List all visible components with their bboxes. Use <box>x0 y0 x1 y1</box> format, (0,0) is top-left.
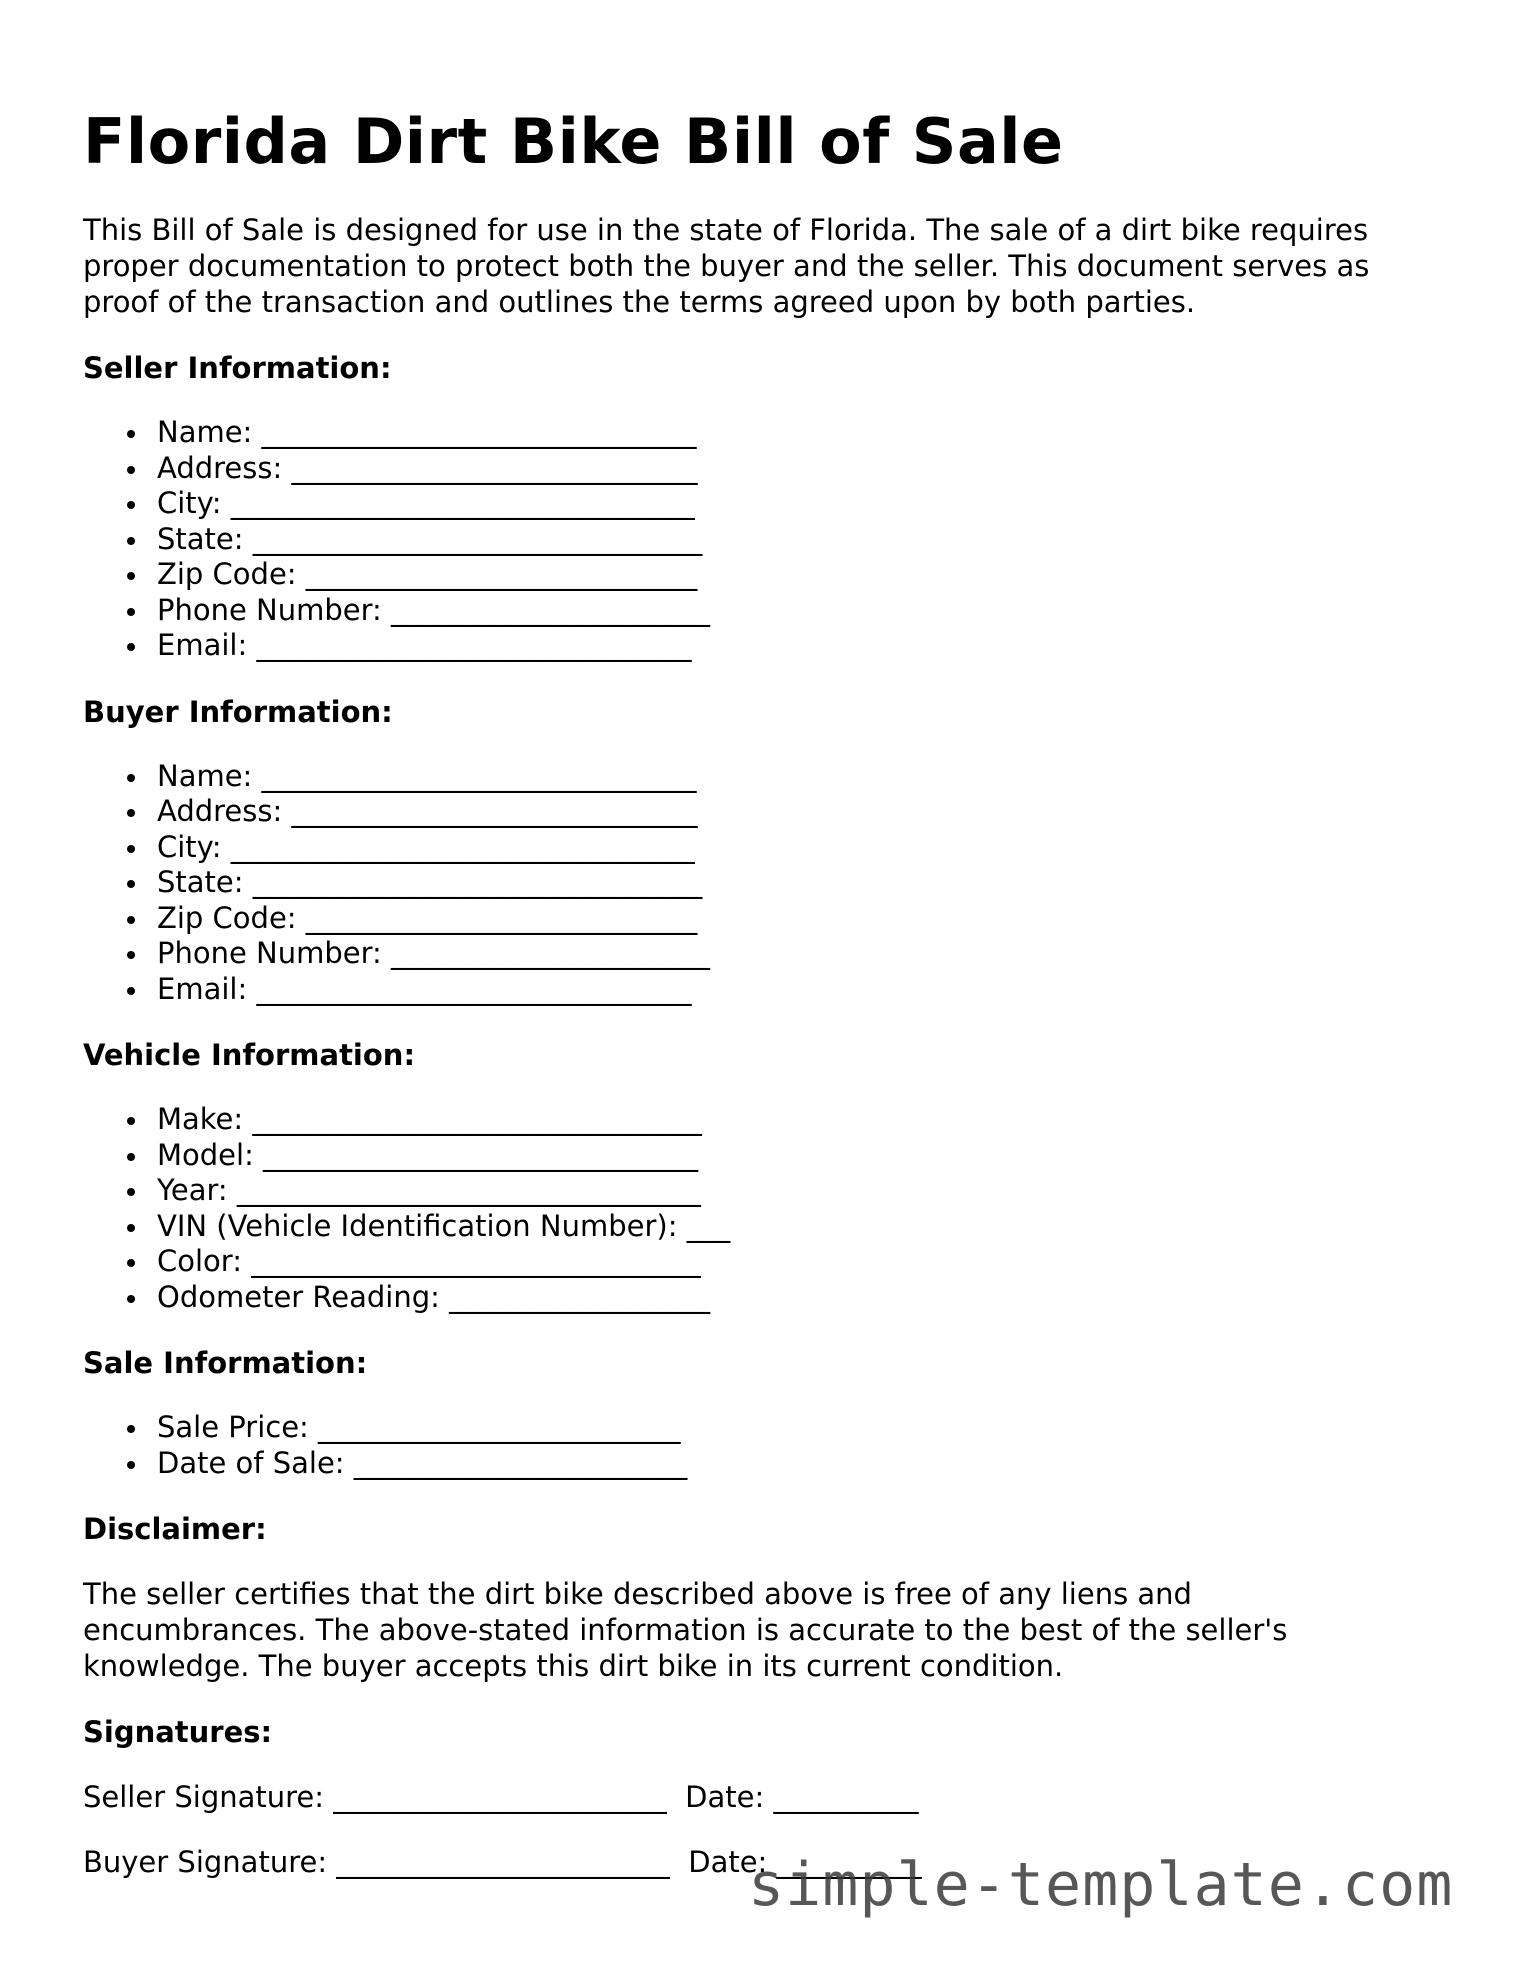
seller-address-field: Address: ____________________________ <box>157 451 1423 487</box>
seller-name-field: Name: ______________________________ <box>157 415 1423 451</box>
disclaimer-heading: Disclaimer: <box>83 1512 267 1546</box>
seller-phone-field: Phone Number: ______________________ <box>157 593 1423 629</box>
sale-price-field: Sale Price: _________________________ <box>157 1410 1423 1446</box>
seller-signature-line: Seller Signature: _______________________ Date: __________ <box>83 1780 919 1814</box>
buyer-address-field: Address: ____________________________ <box>157 794 1423 830</box>
watermark-text: simple-template.com <box>748 1850 1454 1920</box>
document-page <box>83 100 1423 1880</box>
buyer-state-field: State: _______________________________ <box>157 865 1423 901</box>
vehicle-odometer-field: Odometer Reading: __________________ <box>157 1280 1423 1316</box>
seller-fields-list <box>83 415 1423 664</box>
seller-email-field: Email: ______________________________ <box>157 628 1423 664</box>
buyer-city-field: City: ________________________________ <box>157 830 1423 866</box>
buyer-phone-field: Phone Number: ______________________ <box>157 936 1423 972</box>
vehicle-color-field: Color: _______________________________ <box>157 1244 1423 1280</box>
seller-city-field: City: ________________________________ <box>157 486 1423 522</box>
vehicle-model-field: Model: ______________________________ <box>157 1138 1423 1174</box>
sale-date-field: Date of Sale: _______________________ <box>157 1446 1423 1482</box>
disclaimer-text: The seller certifies that the dirt bike described above is free of any liens and encumbrances. The above-stated information is accurate to the best of the seller's knowledge. The buyer accepts this dirt bike in its current condition. <box>83 1577 1288 1683</box>
buyer-email-field: Email: ______________________________ <box>157 972 1423 1008</box>
seller-heading: Seller Information: <box>83 351 392 385</box>
buyer-zip-field: Zip Code: ___________________________ <box>157 901 1423 937</box>
intro-paragraph: This Bill of Sale is designed for use in the state of Florida. The sale of a dirt bike requires proper documentation to protect both the buyer and the seller. This document serves as proof of the transaction and outlines the terms agreed upon by both parties. <box>83 213 1370 319</box>
buyer-fields-list <box>83 759 1423 1008</box>
vehicle-vin-field: VIN (Vehicle Identification Number): ___ <box>157 1209 1423 1245</box>
signatures-heading: Signatures: <box>83 1715 273 1749</box>
document-title: Florida Dirt Bike Bill of Sale <box>83 105 1064 178</box>
vehicle-fields-list <box>83 1102 1423 1315</box>
sale-heading: Sale Information: <box>83 1346 368 1380</box>
vehicle-year-field: Year: ________________________________ <box>157 1173 1423 1209</box>
seller-zip-field: Zip Code: ___________________________ <box>157 557 1423 593</box>
vehicle-heading: Vehicle Information: <box>83 1038 416 1072</box>
buyer-name-field: Name: ______________________________ <box>157 759 1423 795</box>
sale-fields-list <box>83 1410 1423 1481</box>
buyer-signature-line: Buyer Signature: _______________________ Date: __________ <box>83 1845 922 1879</box>
buyer-heading: Buyer Information: <box>83 694 393 729</box>
vehicle-make-field: Make: _______________________________ <box>157 1102 1423 1138</box>
seller-state-field: State: _______________________________ <box>157 522 1423 558</box>
